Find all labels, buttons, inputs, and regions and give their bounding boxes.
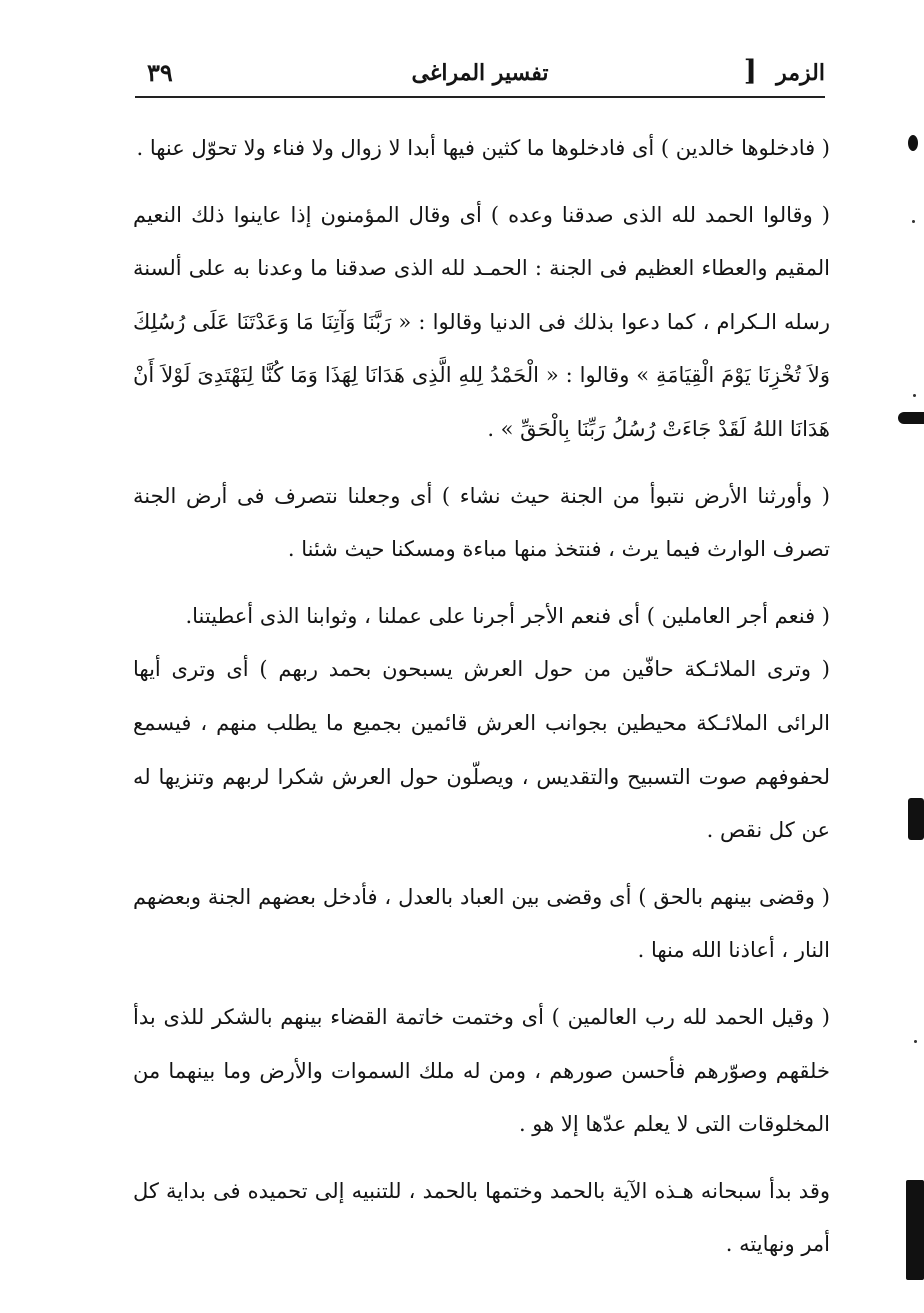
surah-name: الزمر	[776, 60, 825, 86]
scan-speck	[914, 1040, 917, 1043]
running-header	[135, 48, 825, 94]
paragraph-enter-forever: ( فادخلوها خالدين ) أى فادخلوها ما كثين فيها أبدا لا زوال ولا فناء ولا تحوّل عنها .	[136, 136, 830, 160]
paragraph-inherit-land: ( وأورثنا الأرض نتبوأ من الجنة حيث نشاء ) أى وجعلنا نتصرف فى أرض الجنة تصرف الوارث فيما يرث ، فنتخذ منها مباءة ومسكنا حيث شئنا .	[133, 483, 830, 562]
header-rule	[135, 96, 825, 98]
book-title: تفسير المراغى	[411, 60, 549, 86]
scan-edge-mark	[898, 412, 924, 424]
commentary-body	[133, 122, 830, 1272]
paragraph-judgment: ( وقضى بينهم بالحق ) أى وقضى بين العباد بالعدل ، فأدخل بعضهم الجنة وبعضهم النار ، أعاذنا الله منها .	[133, 884, 830, 963]
page-number: ٣٩	[147, 58, 173, 87]
paragraph-reward-workers: ( فنعم أجر العاملين ) أى فنعم الأجر أجرنا على عملنا ، وثوابنا الذى أعطيتنا.	[185, 603, 830, 628]
paragraph-praise-promise: ( وقالوا الحمد لله الذى صدقنا وعده ) أى وقال المؤمنون إذا عاينوا ذلك النعيم المقيم والعطاء العظيم فى الجنة : الحمـد لله الذى صدقنا ما وعدنا به على ألسنة رسله الـكرام ، كما دعوا بذلك فى الدنيا وقالوا : « رَبَّنَا وَآتِنَا مَا وَعَدْتَنَا عَلَى رُسُلِكَ وَلاَ تُخْزِنَا يَوْمَ الْقِيَامَةِ » وقالوا : « الْحَمْدُ لِلهِ الَّذِى هَدَانَا لِهَذَا وَمَا كُنَّا لِنَهْتَدِىَ لَوْلاَ أَنْ هَدَانَا اللهُ لَقَدْ جَاءَتْ رُسُلُ رَبِّنَا بِالْحَقِّ » .	[133, 202, 830, 441]
paragraph-closing-note: وقد بدأ سبحانه هـذه الآية بالحمد وختمها بالحمد ، للتنبيه إلى تحميده فى بداية كل أمر ونهايته .	[133, 1178, 830, 1257]
scan-edge-mark	[908, 798, 924, 840]
header-bracket: ]	[743, 54, 757, 87]
scan-speck	[912, 220, 915, 223]
scan-speck	[913, 394, 916, 397]
scan-edge-mark	[908, 135, 918, 151]
paragraph-angels-throne: ( وترى الملائـكة حافّين من حول العرش يسبحون بحمد ربهم ) أى وترى أيها الرائى الملائـكة محيطين بجوانب العرش قائمين بجميع ما يطلب منهم ، فيسمع لحفوفهم صوت التسبيح والتقديس ، ويصلّون حول العرش شكرا لربهم وتنزيها له عن كل نقص .	[133, 657, 830, 843]
scan-edge-mark	[906, 1180, 924, 1280]
paragraph-final-praise: ( وقيل الحمد لله رب العالمين ) أى وختمت خاتمة القضاء بينهم بالشكر للذى بدأ خلقهم وصوّرهم فأحسن صورهم ، ومن له ملك السموات والأرض وما بينهما من المخلوقات التى لا يعلم عدّها إلا هو .	[133, 1004, 830, 1137]
